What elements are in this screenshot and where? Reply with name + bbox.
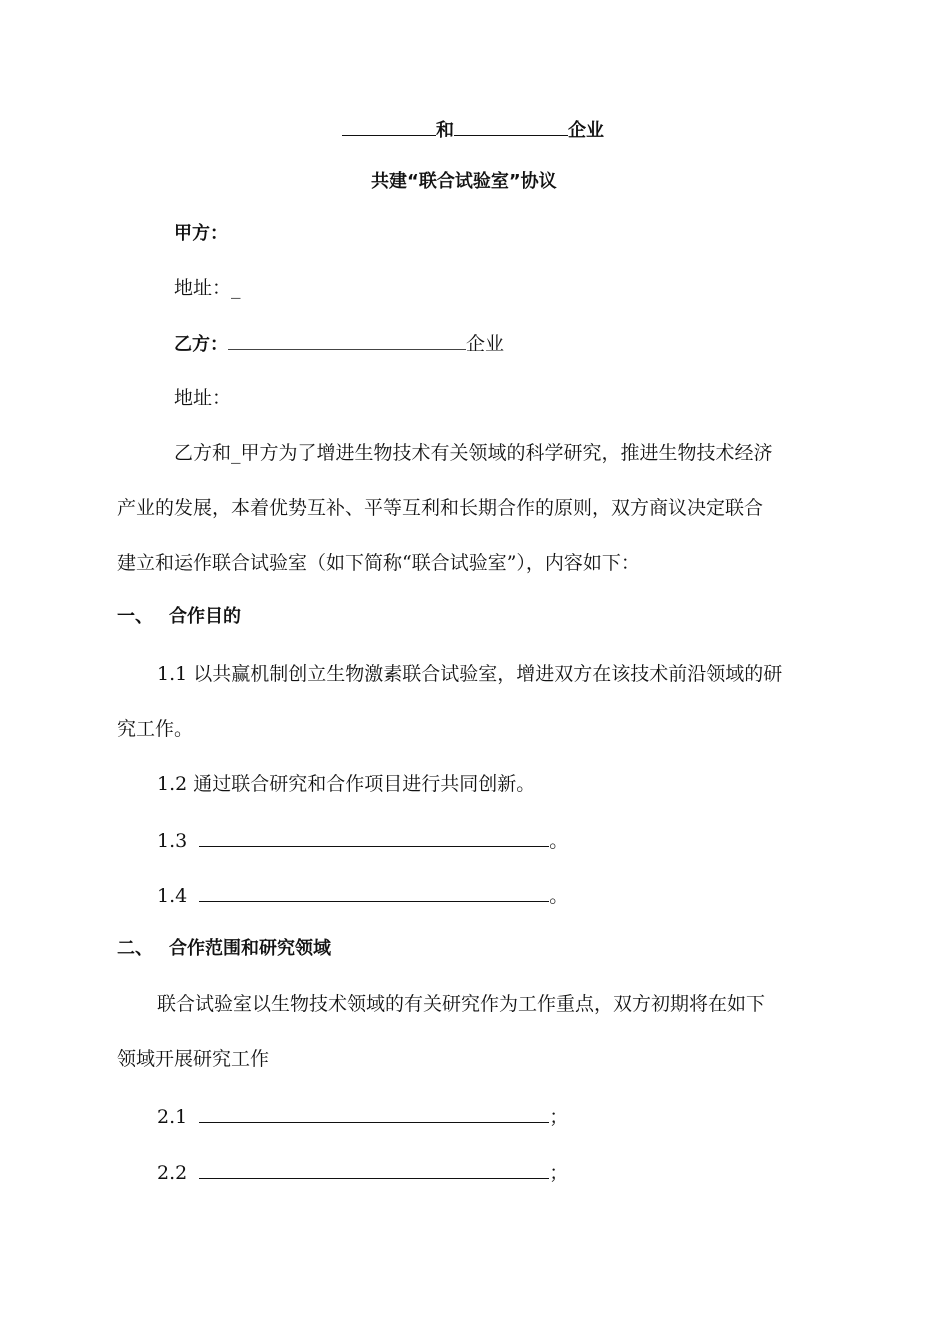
party-b-suffix: 企业 bbox=[466, 333, 505, 355]
item-1-4 bbox=[157, 883, 568, 908]
item-1-3-end: 。 bbox=[549, 830, 569, 852]
item-2-1 bbox=[157, 1104, 568, 1129]
section-1-heading: 合作目的 bbox=[169, 606, 241, 627]
item-1-4-end: 。 bbox=[549, 885, 569, 907]
section-2-number: 二、 bbox=[117, 938, 153, 959]
document-subtitle: 共建“联合试验室”协议 bbox=[371, 171, 557, 192]
intro-line-2: 产业的发展，本着优势互补、平等互利和长期合作的原则，双方商议决定联合 bbox=[117, 497, 764, 519]
title-and: 和 bbox=[436, 120, 454, 141]
section-2-heading: 合作范围和研究领域 bbox=[169, 938, 331, 959]
party-a-label: 甲方： bbox=[174, 223, 228, 244]
party-b-line bbox=[174, 331, 504, 357]
item-2-1-blank[interactable] bbox=[199, 1104, 549, 1123]
item-1-4-blank[interactable] bbox=[199, 883, 549, 902]
intro-line-1: 乙方和_甲方为了增进生物技术有关领域的科学研究，推进生物技术经济 bbox=[174, 442, 773, 464]
item-1-3 bbox=[157, 828, 568, 853]
party-b-address: 地址： bbox=[174, 387, 232, 409]
item-1-4-label: 1.4 bbox=[157, 885, 188, 907]
item-2-1-label: 2.1 bbox=[157, 1106, 188, 1128]
party-a-address: 地址：_ bbox=[174, 277, 241, 299]
title-line bbox=[342, 117, 604, 143]
item-1-1-line-1: 1.1 以共赢机制创立生物激素联合试验室，增进双方在该技术前沿领域的研 bbox=[157, 663, 783, 685]
item-1-3-label: 1.3 bbox=[157, 830, 188, 852]
title-blank-1[interactable] bbox=[342, 117, 436, 136]
party-b-name-blank[interactable] bbox=[228, 331, 466, 350]
item-2-2-label: 2.2 bbox=[157, 1162, 188, 1184]
item-1-1-line-2: 究工作。 bbox=[117, 718, 194, 740]
section-1-number: 一、 bbox=[117, 606, 153, 627]
title-blank-2[interactable] bbox=[454, 117, 568, 136]
party-b-label: 乙方： bbox=[174, 334, 228, 355]
item-2-1-end: ； bbox=[549, 1106, 569, 1128]
section-2-para-line-1: 联合试验室以生物技术领域的有关研究作为工作重点，双方初期将在如下 bbox=[157, 993, 766, 1015]
intro-line-3: 建立和运作联合试验室（如下简称“联合试验室”），内容如下： bbox=[117, 552, 640, 574]
item-1-2: 1.2 通过联合研究和合作项目进行共同创新。 bbox=[157, 773, 536, 795]
item-2-2 bbox=[157, 1160, 568, 1185]
item-2-2-end: ； bbox=[549, 1162, 569, 1184]
section-2-para-line-2: 领域开展研究工作 bbox=[117, 1048, 270, 1070]
item-1-3-blank[interactable] bbox=[199, 828, 549, 847]
item-2-2-blank[interactable] bbox=[199, 1160, 549, 1179]
title-enterprise: 企业 bbox=[568, 120, 604, 141]
